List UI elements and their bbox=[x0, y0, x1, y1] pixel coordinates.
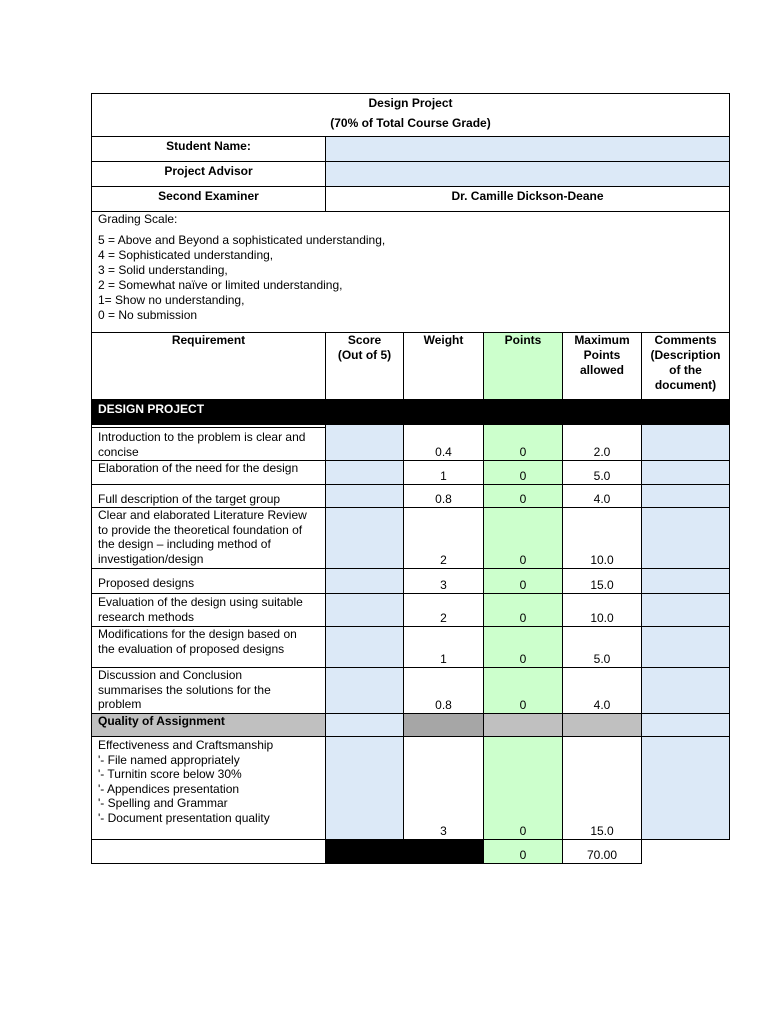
max-points-cell: 15.0 bbox=[562, 736, 642, 840]
points-cell: 0 bbox=[483, 626, 563, 668]
table-row-requirement: Elaboration of the need for the design bbox=[91, 460, 326, 485]
second-examiner-value-cell bbox=[325, 186, 730, 212]
quality-section-header: Quality of Assignment bbox=[91, 713, 326, 737]
grading-scale-cell bbox=[91, 211, 730, 333]
score-input[interactable] bbox=[325, 736, 404, 840]
table-row-requirement: Evaluation of the design using suitable research methods bbox=[91, 593, 326, 627]
project-advisor-label-cell bbox=[91, 161, 326, 187]
header-cell bbox=[91, 93, 730, 137]
quality-max-cell bbox=[562, 713, 642, 737]
score-input[interactable] bbox=[325, 593, 404, 627]
total-score-cell bbox=[325, 839, 404, 864]
col-header-score: Score (Out of 5) bbox=[325, 332, 404, 400]
design-project-section-header: DESIGN PROJECT bbox=[91, 399, 642, 425]
project-advisor-field[interactable] bbox=[325, 161, 730, 187]
max-points-cell: 4.0 bbox=[562, 484, 642, 508]
comments-input[interactable] bbox=[641, 568, 730, 594]
score-input[interactable] bbox=[325, 424, 404, 461]
total-points-cell: 0 bbox=[483, 839, 563, 864]
table-row-requirement: Proposed designs bbox=[91, 568, 326, 594]
score-input[interactable] bbox=[325, 626, 404, 668]
student-name-label-cell bbox=[91, 136, 326, 162]
second-examiner-label-cell bbox=[91, 186, 326, 212]
col-header-weight: Weight bbox=[403, 332, 484, 400]
grading-scale-title: Grading Scale: bbox=[98, 212, 178, 226]
quality-score-input[interactable] bbox=[325, 713, 404, 737]
weight-cell: 2 bbox=[403, 593, 484, 627]
second-examiner-label: Second Examiner bbox=[158, 189, 259, 203]
grading-scale-line: 3 = Solid understanding, bbox=[98, 263, 228, 277]
comments-input[interactable] bbox=[641, 593, 730, 627]
quality-points-cell bbox=[483, 713, 563, 737]
points-cell: 0 bbox=[483, 593, 563, 627]
weight-cell: 2 bbox=[403, 507, 484, 569]
max-points-cell: 4.0 bbox=[562, 667, 642, 714]
comments-input[interactable] bbox=[641, 424, 730, 461]
second-examiner-value: Dr. Camille Dickson-Deane bbox=[451, 189, 604, 203]
col-header-points: Points bbox=[483, 332, 563, 400]
student-name-field[interactable] bbox=[325, 136, 730, 162]
table-row-requirement: Clear and elaborated Literature Review to provide the theoretical foundation of the design – including method of investigation/design bbox=[91, 507, 326, 569]
score-input[interactable] bbox=[325, 507, 404, 569]
points-cell: 0 bbox=[483, 568, 563, 594]
points-cell: 0 bbox=[483, 736, 563, 840]
col-header-comments: Comments (Description of the document) bbox=[641, 332, 730, 400]
design-project-section-comments bbox=[641, 399, 730, 425]
total-max-cell: 70.00 bbox=[562, 839, 642, 864]
points-cell: 0 bbox=[483, 484, 563, 508]
points-cell: 0 bbox=[483, 460, 563, 485]
max-points-cell: 5.0 bbox=[562, 460, 642, 485]
table-row-requirement: Modifications for the design based on the evaluation of proposed designs bbox=[91, 626, 326, 668]
max-points-cell: 5.0 bbox=[562, 626, 642, 668]
points-cell: 0 bbox=[483, 424, 563, 461]
grading-scale-line: 5 = Above and Beyond a sophisticated understanding, bbox=[98, 233, 386, 247]
col-header-maximum: Maximum Points allowed bbox=[562, 332, 642, 400]
weight-cell: 0.4 bbox=[403, 424, 484, 461]
comments-input[interactable] bbox=[641, 484, 730, 508]
total-row-label-cell bbox=[91, 839, 326, 864]
table-row-requirement: Discussion and Conclusion summarises the solutions for the problem bbox=[91, 667, 326, 714]
student-name-label: Student Name: bbox=[166, 139, 251, 153]
points-cell: 0 bbox=[483, 667, 563, 714]
comments-input[interactable] bbox=[641, 460, 730, 485]
quality-weight-cell bbox=[403, 713, 484, 737]
grading-scale-line: 4 = Sophisticated understanding, bbox=[98, 248, 274, 262]
score-input[interactable] bbox=[325, 460, 404, 485]
form-title: Design Project bbox=[368, 96, 453, 110]
weight-cell: 0.8 bbox=[403, 484, 484, 508]
table-row-requirement: Effectiveness and Craftsmanship '- File named appropriately '- Turnitin score below 30% '- Appendices presentation '- Spelling and Grammar '- Document presentation quality bbox=[91, 736, 326, 840]
grading-scale-line: 1= Show no understanding, bbox=[98, 293, 245, 307]
max-points-cell: 15.0 bbox=[562, 568, 642, 594]
comments-input[interactable] bbox=[641, 507, 730, 569]
form-subtitle: (70% of Total Course Grade) bbox=[330, 116, 491, 130]
comments-input[interactable] bbox=[641, 736, 730, 840]
max-points-cell: 2.0 bbox=[562, 424, 642, 461]
score-input[interactable] bbox=[325, 484, 404, 508]
points-cell: 0 bbox=[483, 507, 563, 569]
grading-scale-line: 0 = No submission bbox=[98, 308, 198, 322]
score-input[interactable] bbox=[325, 568, 404, 594]
weight-cell: 3 bbox=[403, 568, 484, 594]
grading-scale-line: 2 = Somewhat naïve or limited understanding, bbox=[98, 278, 343, 292]
comments-input[interactable] bbox=[641, 626, 730, 668]
weight-cell: 3 bbox=[403, 736, 484, 840]
col-header-requirement: Requirement bbox=[91, 332, 326, 400]
weight-cell: 0.8 bbox=[403, 667, 484, 714]
project-advisor-label: Project Advisor bbox=[164, 164, 253, 178]
comments-input[interactable] bbox=[641, 667, 730, 714]
max-points-cell: 10.0 bbox=[562, 593, 642, 627]
max-points-cell: 10.0 bbox=[562, 507, 642, 569]
table-row-requirement: Full description of the target group bbox=[91, 484, 326, 508]
table-row-requirement: Introduction to the problem is clear and concise bbox=[91, 427, 326, 461]
score-input[interactable] bbox=[325, 667, 404, 714]
total-weight-cell bbox=[403, 839, 484, 864]
quality-comments-input[interactable] bbox=[641, 713, 730, 737]
weight-cell: 1 bbox=[403, 626, 484, 668]
weight-cell: 1 bbox=[403, 460, 484, 485]
